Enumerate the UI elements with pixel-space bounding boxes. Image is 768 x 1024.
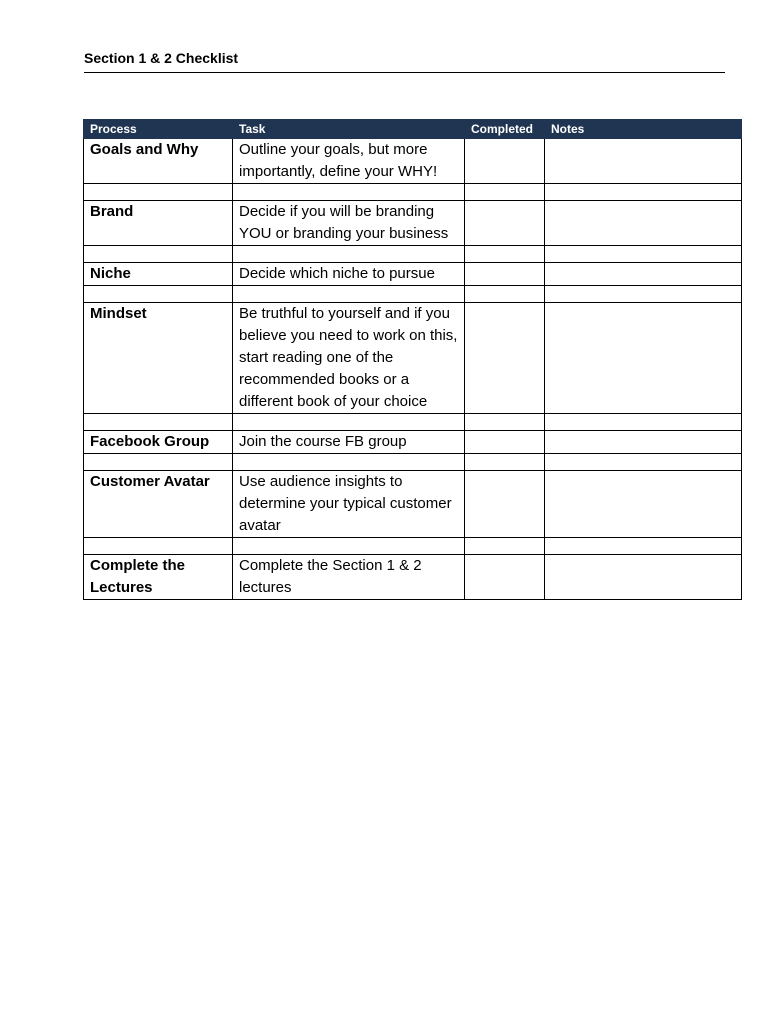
- completed-cell[interactable]: [465, 139, 545, 184]
- task-cell: Decide which niche to pursue: [233, 263, 465, 286]
- completed-cell[interactable]: [465, 201, 545, 246]
- notes-cell[interactable]: [545, 471, 742, 538]
- task-cell: Use audience insights to determine your typical customer avatar: [233, 471, 465, 538]
- process-cell: Customer Avatar: [84, 471, 233, 538]
- notes-cell[interactable]: [545, 303, 742, 414]
- spacer-row: [84, 286, 742, 303]
- header-completed: Completed: [465, 120, 545, 139]
- completed-cell[interactable]: [465, 471, 545, 538]
- spacer-row: [84, 538, 742, 555]
- process-cell: Complete the Lectures: [84, 555, 233, 600]
- page-header: [84, 48, 725, 73]
- spacer-row: [84, 246, 742, 263]
- notes-cell[interactable]: [545, 263, 742, 286]
- completed-cell[interactable]: [465, 303, 545, 414]
- completed-cell[interactable]: [465, 555, 545, 600]
- task-cell: Complete the Section 1 & 2 lectures: [233, 555, 465, 600]
- header-process: Process: [84, 120, 233, 139]
- notes-cell[interactable]: [545, 139, 742, 184]
- notes-cell[interactable]: [545, 431, 742, 454]
- completed-cell[interactable]: [465, 431, 545, 454]
- completed-cell[interactable]: [465, 263, 545, 286]
- task-cell: Be truthful to yourself and if you believe you need to work on this, start reading one of the recommended books or a different book of your choice: [233, 303, 465, 414]
- notes-cell[interactable]: [545, 201, 742, 246]
- table-header-row: [84, 120, 742, 139]
- spacer-row: [84, 184, 742, 201]
- notes-cell[interactable]: [545, 555, 742, 600]
- table-row: [84, 471, 742, 538]
- table-row: [84, 201, 742, 246]
- checklist-table: [83, 119, 742, 600]
- table-row: [84, 431, 742, 454]
- table-row: [84, 263, 742, 286]
- process-cell: Goals and Why: [84, 139, 233, 184]
- page-title: Section 1 & 2 Checklist: [84, 50, 239, 66]
- spacer-row: [84, 414, 742, 431]
- table-row: [84, 555, 742, 600]
- header-notes: Notes: [545, 120, 742, 139]
- task-cell: Decide if you will be branding YOU or branding your business: [233, 201, 465, 246]
- header-task: Task: [233, 120, 465, 139]
- process-cell: Mindset: [84, 303, 233, 414]
- table-row: [84, 139, 742, 184]
- spacer-row: [84, 454, 742, 471]
- process-cell: Niche: [84, 263, 233, 286]
- process-cell: Facebook Group: [84, 431, 233, 454]
- process-cell: Brand: [84, 201, 233, 246]
- table-row: [84, 303, 742, 414]
- task-cell: Join the course FB group: [233, 431, 465, 454]
- task-cell: Outline your goals, but more importantly, define your WHY!: [233, 139, 465, 184]
